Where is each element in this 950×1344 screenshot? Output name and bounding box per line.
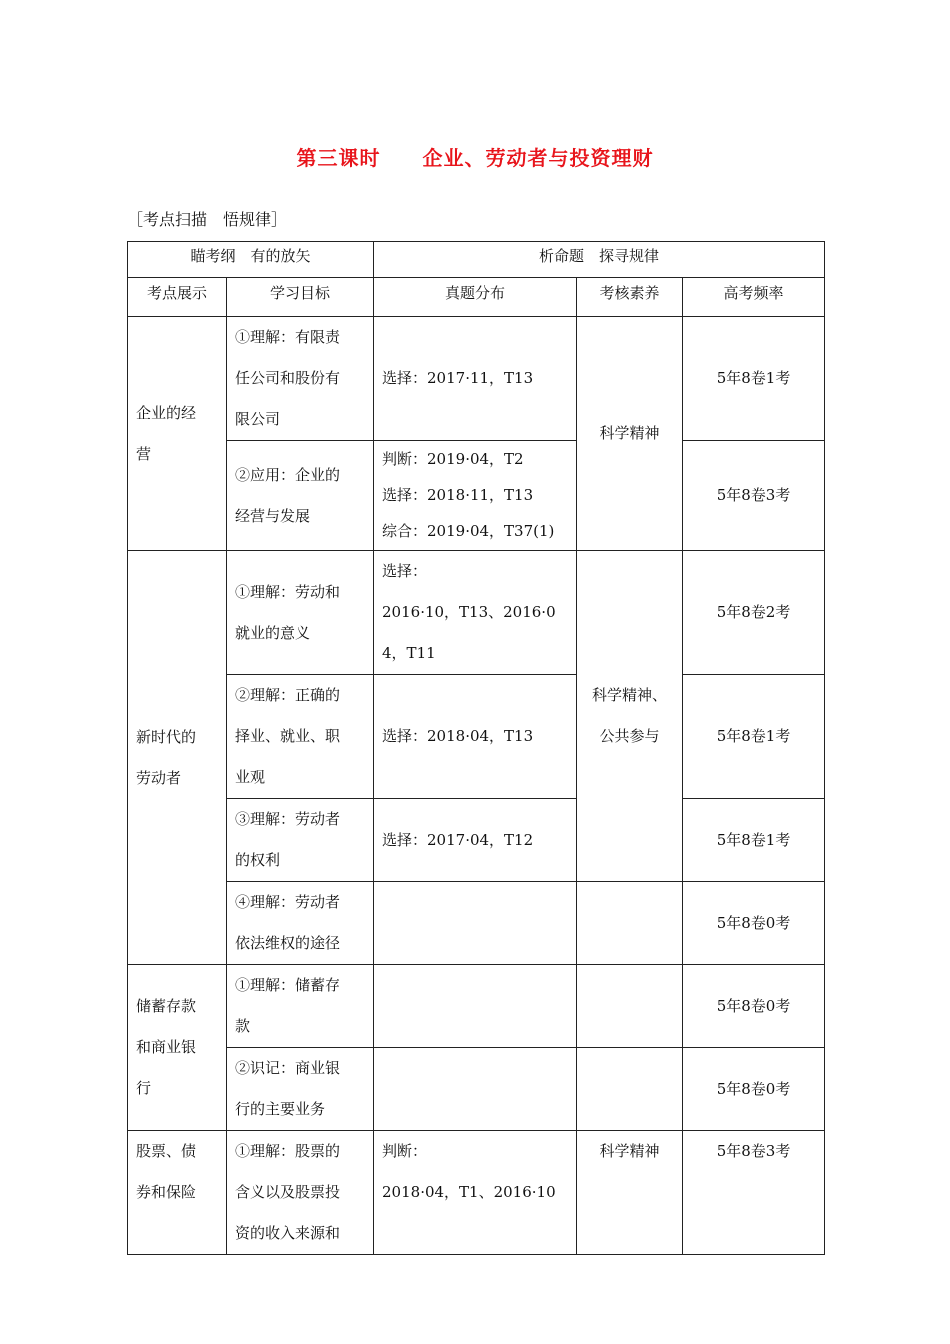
group-header-syllabus: 瞄考纲 有的放矢 bbox=[128, 242, 374, 278]
goal-cell: ②识记：商业银 行的主要业务 bbox=[227, 1048, 374, 1131]
table-row bbox=[128, 882, 825, 965]
exam-cell: 选择： 2016·10，T13、2016·0 4，T11 bbox=[374, 551, 577, 675]
literacy-cell bbox=[577, 965, 683, 1048]
exam-cell bbox=[374, 1048, 577, 1131]
exam-cell: 判断：2019·04，T2 选择：2018·11，T13 综合：2019·04，T37(1) bbox=[374, 441, 577, 551]
group-header-row bbox=[128, 242, 825, 278]
frequency-cell: 5年8卷3考 bbox=[683, 1131, 825, 1255]
exam-cell bbox=[374, 882, 577, 965]
section-label: ［考点扫描 悟规律］ bbox=[127, 210, 288, 229]
topic-cell: 股票、债 券和保险 bbox=[128, 1131, 227, 1255]
header-row bbox=[128, 278, 825, 317]
table-row bbox=[128, 1131, 825, 1255]
frequency-cell: 5年8卷0考 bbox=[683, 1048, 825, 1131]
header-literacy: 考核素养 bbox=[577, 278, 683, 317]
goal-cell: ②应用：企业的 经营与发展 bbox=[227, 441, 374, 551]
frequency-cell: 5年8卷1考 bbox=[683, 317, 825, 441]
frequency-cell: 5年8卷3考 bbox=[683, 441, 825, 551]
table-row bbox=[128, 965, 825, 1048]
table-row bbox=[128, 317, 825, 441]
exam-cell bbox=[374, 965, 577, 1048]
goal-cell: ①理解：有限责 任公司和股份有 限公司 bbox=[227, 317, 374, 441]
exam-point-table bbox=[127, 241, 825, 1255]
goal-cell: ②理解：正确的 择业、就业、职 业观 bbox=[227, 675, 374, 799]
page-title: 第三课时 企业、劳动者与投资理财 bbox=[296, 146, 654, 170]
goal-cell: ④理解：劳动者 依法维权的途径 bbox=[227, 882, 374, 965]
frequency-cell: 5年8卷2考 bbox=[683, 551, 825, 675]
exam-cell: 判断： 2018·04，T1、2016·10 bbox=[374, 1131, 577, 1255]
literacy-cell: 科学精神 bbox=[577, 1131, 683, 1255]
literacy-cell bbox=[577, 1048, 683, 1131]
topic-cell: 储蓄存款 和商业银 行 bbox=[128, 965, 227, 1131]
literacy-cell: 科学精神 bbox=[577, 317, 683, 551]
table-row bbox=[128, 675, 825, 799]
table-row bbox=[128, 551, 825, 675]
goal-cell: ①理解：储蓄存 款 bbox=[227, 965, 374, 1048]
header-frequency: 高考频率 bbox=[683, 278, 825, 317]
goal-cell: ③理解：劳动者 的权利 bbox=[227, 799, 374, 882]
table-row bbox=[128, 799, 825, 882]
exam-cell: 选择：2017·11，T13 bbox=[374, 317, 577, 441]
header-exam: 真题分布 bbox=[374, 278, 577, 317]
literacy-cell bbox=[577, 882, 683, 965]
group-header-analysis: 析命题 探寻规律 bbox=[374, 242, 825, 278]
header-goal: 学习目标 bbox=[227, 278, 374, 317]
topic-cell: 企业的经 营 bbox=[128, 317, 227, 551]
topic-cell: 新时代的 劳动者 bbox=[128, 551, 227, 965]
table-row bbox=[128, 1048, 825, 1131]
goal-cell: ①理解：劳动和 就业的意义 bbox=[227, 551, 374, 675]
frequency-cell: 5年8卷0考 bbox=[683, 882, 825, 965]
frequency-cell: 5年8卷1考 bbox=[683, 799, 825, 882]
exam-cell: 选择：2018·04，T13 bbox=[374, 675, 577, 799]
table-row bbox=[128, 441, 825, 551]
goal-cell: ①理解：股票的 含义以及股票投 资的收入来源和 bbox=[227, 1131, 374, 1255]
exam-cell: 选择：2017·04，T12 bbox=[374, 799, 577, 882]
header-topic: 考点展示 bbox=[128, 278, 227, 317]
literacy-cell: 科学精神、 公共参与 bbox=[577, 551, 683, 882]
frequency-cell: 5年8卷1考 bbox=[683, 675, 825, 799]
frequency-cell: 5年8卷0考 bbox=[683, 965, 825, 1048]
